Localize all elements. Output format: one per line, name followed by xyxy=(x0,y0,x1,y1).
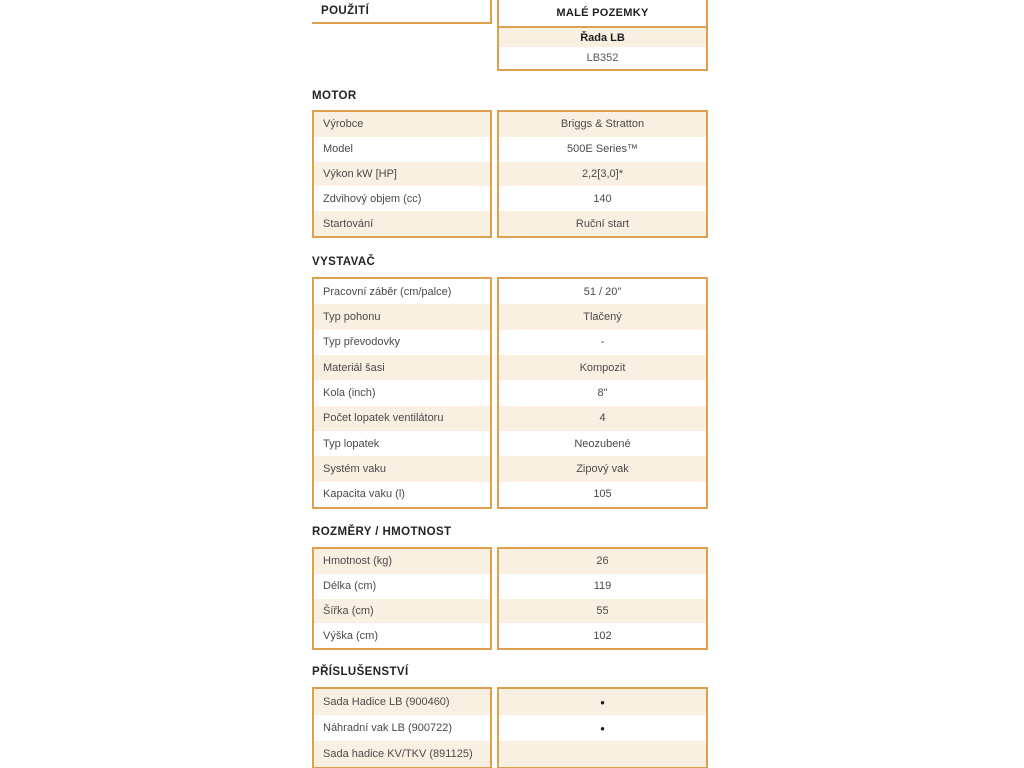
spec-row-value: 8" xyxy=(499,380,706,405)
spec-table-rozmery xyxy=(312,547,708,650)
section-title-rozmery: ROZMĚRY / HMOTNOST xyxy=(312,526,452,538)
spec-row-label: Typ převodovky xyxy=(314,330,490,355)
spec-row-value: - xyxy=(499,330,706,355)
bullet-dot-icon: • xyxy=(600,720,605,736)
label-column xyxy=(312,277,492,509)
spec-row-value xyxy=(499,715,706,741)
value-column xyxy=(497,110,708,238)
spec-row-value: 102 xyxy=(499,623,706,648)
spec-row-value: Kompozit xyxy=(499,355,706,380)
spec-table-motor xyxy=(312,110,708,238)
spec-row-value: Briggs & Stratton xyxy=(499,112,706,137)
spec-row-value: 500E Series™ xyxy=(499,137,706,162)
spec-row-label: Výkon kW [HP] xyxy=(314,162,490,187)
spec-row-label: Výška (cm) xyxy=(314,623,490,648)
spec-table-vystavac xyxy=(312,277,708,509)
spec-row-value: 4 xyxy=(499,406,706,431)
spec-row-label: Kapacita vaku (l) xyxy=(314,482,490,507)
spec-row-label: Zdvihový objem (cc) xyxy=(314,186,490,211)
spec-table-prislusenstvi xyxy=(312,687,708,768)
spec-row-value xyxy=(499,689,706,715)
spec-row-value: 51 / 20" xyxy=(499,279,706,304)
section-title-prislusenstvi: PŘÍSLUŠENSTVÍ xyxy=(312,666,409,678)
spec-row-value: Zipový vak xyxy=(499,456,706,481)
value-column xyxy=(497,277,708,509)
label-column xyxy=(312,687,492,768)
spec-row-label: Startování xyxy=(314,211,490,236)
series-cell: Řada LB xyxy=(499,28,706,47)
spec-row-label: Sada hadice KV/TKV (891125) xyxy=(314,741,490,767)
spec-row-label: Typ pohonu xyxy=(314,304,490,329)
label-column xyxy=(312,547,492,650)
value-column xyxy=(497,547,708,650)
spec-row-label: Systém vaku xyxy=(314,456,490,481)
model-header-box xyxy=(497,0,708,71)
spec-row-label: Pracovní záběr (cm/palce) xyxy=(314,279,490,304)
spec-row-label: Sada Hadice LB (900460) xyxy=(314,689,490,715)
value-column xyxy=(497,687,708,768)
spec-row-label: Výrobce xyxy=(314,112,490,137)
spec-row-label: Délka (cm) xyxy=(314,574,490,599)
spec-row-value: 55 xyxy=(499,599,706,624)
spec-row-value: Neozubené xyxy=(499,431,706,456)
section-title-motor: MOTOR xyxy=(312,90,357,102)
spec-row-label: Typ lopatek xyxy=(314,431,490,456)
spec-row-label: Model xyxy=(314,137,490,162)
spec-row-value: 105 xyxy=(499,482,706,507)
spec-row-label: Kola (inch) xyxy=(314,380,490,405)
usage-section-title: POUŽITÍ xyxy=(321,5,370,17)
spec-row-value: 2,2[3,0]* xyxy=(499,162,706,187)
spec-row-value: Ruční start xyxy=(499,211,706,236)
spec-row-value: 140 xyxy=(499,186,706,211)
spec-row-value: 119 xyxy=(499,574,706,599)
spec-row-label: Šířka (cm) xyxy=(314,599,490,624)
spec-row-value: Tlačený xyxy=(499,304,706,329)
spec-row-label: Náhradní vak LB (900722) xyxy=(314,715,490,741)
spec-row-label: Počet lopatek ventilátoru xyxy=(314,406,490,431)
spec-row-label: Hmotnost (kg) xyxy=(314,549,490,574)
usage-header-cell xyxy=(312,0,492,24)
spec-row-value: 26 xyxy=(499,549,706,574)
usage-value-cell: MALÉ POZEMKY xyxy=(499,0,706,28)
spec-row-label: Materiál šasi xyxy=(314,355,490,380)
model-cell: LB352 xyxy=(499,47,706,69)
label-column xyxy=(312,110,492,238)
section-title-vystavac: VYSTAVAČ xyxy=(312,256,376,268)
spec-row-value xyxy=(499,741,706,767)
bullet-dot-icon: • xyxy=(600,694,605,710)
